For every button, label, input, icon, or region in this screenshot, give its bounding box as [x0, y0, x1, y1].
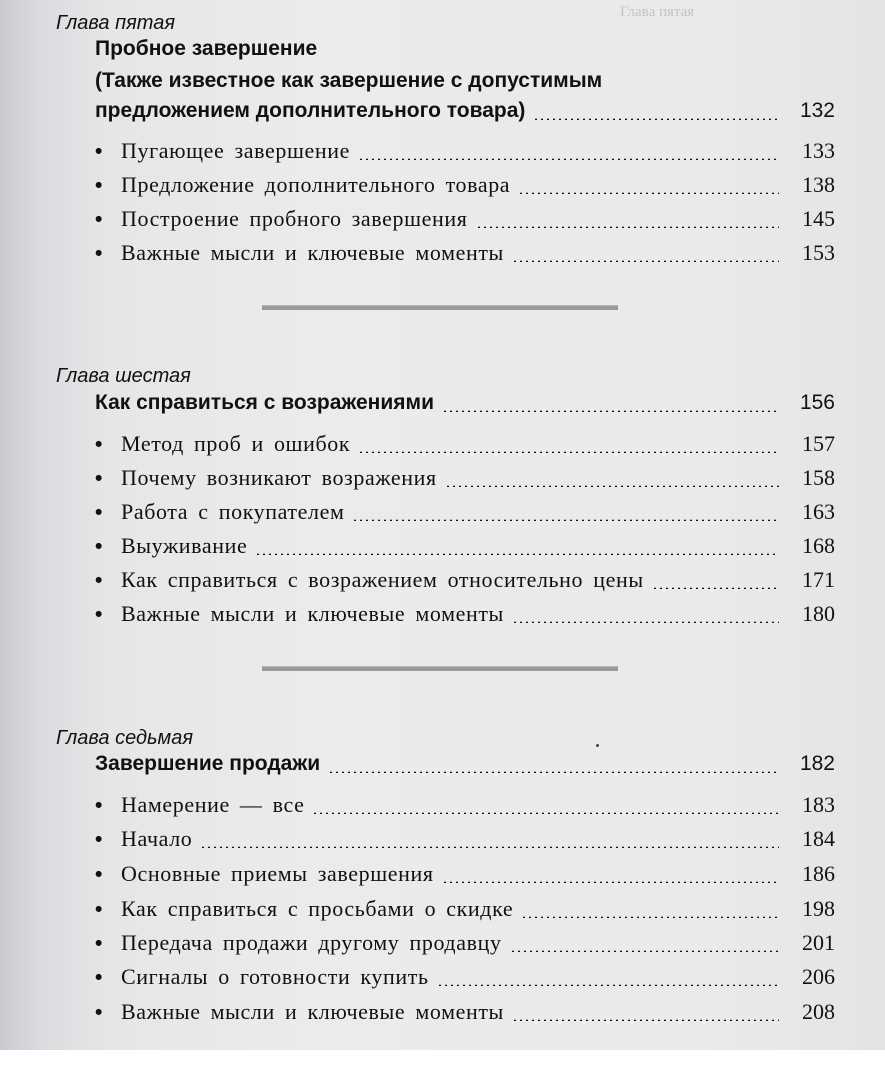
entry-title: Важные мысли и ключевые моменты	[121, 601, 504, 626]
entry-page: 171	[802, 567, 835, 592]
dot-leader	[533, 118, 779, 120]
entry-page: 168	[802, 533, 835, 558]
toc-row	[95, 995, 835, 1029]
entry-page: 201	[802, 930, 835, 955]
dot-leader	[512, 1019, 779, 1021]
section-divider	[262, 666, 618, 671]
toc-row	[95, 563, 835, 597]
bullet-icon: •	[95, 828, 103, 851]
dot-leader	[437, 984, 779, 986]
dot-leader	[442, 410, 779, 412]
entry-title: Намерение — все	[121, 792, 305, 817]
entry-title: Сигналы о готовности купить	[121, 964, 429, 989]
chapter-5-page: 132	[799, 99, 835, 122]
toc-row	[95, 892, 835, 926]
bullet-icon: •	[95, 898, 103, 921]
chapter-5-title: Пробное завершение	[95, 37, 318, 60]
entry-page: 163	[802, 499, 835, 524]
scan-margin	[0, 1050, 885, 1065]
dot-leader	[512, 260, 779, 262]
bullet-icon: •	[95, 603, 103, 626]
entry-title: Важные мысли и ключевые моменты	[121, 999, 504, 1024]
dot-leader	[255, 553, 779, 555]
toc-row	[95, 747, 835, 781]
entry-title: Важные мысли и ключевые моменты	[121, 240, 504, 265]
bullet-icon: •	[95, 174, 103, 197]
bullet-icon: •	[95, 863, 103, 886]
entry-title: Как справиться с просьбами о скидке	[121, 896, 514, 921]
toc-row	[95, 461, 835, 495]
entry-page: 138	[802, 172, 835, 197]
bullet-icon: •	[95, 932, 103, 955]
entry-page: 145	[802, 206, 835, 231]
chapter-6-title: Как справиться с возражениями	[95, 391, 434, 414]
entry-page: 183	[802, 792, 835, 817]
bullet-icon: •	[95, 1001, 103, 1024]
entry-title: Основные приемы завершения	[121, 861, 434, 886]
bullet-icon: •	[95, 794, 103, 817]
toc-row	[95, 857, 835, 891]
chapter-6-label: Глава шестая	[56, 365, 191, 387]
dot-leader	[445, 485, 779, 487]
toc-row	[95, 134, 835, 168]
toc-row	[95, 495, 835, 529]
toc-row	[95, 788, 835, 822]
toc-row	[95, 529, 835, 563]
entry-title: Выуживание	[121, 533, 248, 558]
toc-row	[95, 960, 835, 994]
entry-title: Пугающее завершение	[121, 138, 350, 163]
toc-row	[95, 94, 835, 128]
entry-title: Метод проб и ошибок	[121, 431, 351, 456]
toc-row	[95, 386, 835, 420]
chapter-7-title: Завершение продажи	[95, 752, 321, 775]
bleed-through-header: Глава пятая	[620, 4, 695, 20]
dot-leader	[512, 621, 779, 623]
chapter-5-subtitle-line-1: (Также известное как завершение с допустимым	[95, 69, 603, 92]
dot-leader	[312, 812, 779, 814]
chapter-7-page: 182	[799, 752, 835, 775]
dot-leader	[358, 158, 779, 160]
chapter-7-label: Глава седьмая	[56, 727, 194, 749]
entry-title: Работа с покупателем	[121, 499, 345, 524]
bullet-icon: •	[95, 966, 103, 989]
entry-title: Начало	[121, 826, 193, 851]
entry-page: 133	[802, 138, 835, 163]
entry-page: 153	[802, 240, 835, 265]
chapter-5-subtitle-line-2: предложением дополнительного товара)	[95, 99, 526, 122]
bullet-icon: •	[95, 242, 103, 265]
dot-leader	[652, 587, 779, 589]
bullet-icon: •	[95, 433, 103, 456]
entry-page: 180	[802, 601, 835, 626]
dot-leader	[476, 226, 780, 228]
dot-leader	[358, 451, 779, 453]
bullet-icon: •	[95, 140, 103, 163]
dot-leader	[328, 771, 779, 773]
toc-row	[95, 597, 835, 631]
bullet-icon: •	[95, 535, 103, 558]
entry-page: 157	[802, 431, 835, 456]
dot-leader	[521, 916, 779, 918]
entry-title: Как справиться с возражением относительно цены	[121, 567, 644, 592]
entry-title: Построение пробного завершения	[121, 206, 468, 231]
toc-row	[95, 926, 835, 960]
dot-leader	[200, 846, 779, 848]
toc-row	[95, 427, 835, 461]
entry-title: Передача продажи другому продавцу	[121, 930, 502, 955]
entry-page: 198	[802, 896, 835, 921]
toc-row	[95, 168, 835, 202]
chapter-5-label: Глава пятая	[56, 12, 176, 34]
dot-leader	[442, 881, 779, 883]
dot-leader	[510, 950, 779, 952]
chapter-6-page: 156	[799, 391, 835, 414]
bullet-icon: •	[95, 208, 103, 231]
entry-page: 158	[802, 465, 835, 490]
section-divider	[262, 305, 618, 310]
bullet-icon: •	[95, 467, 103, 490]
entry-title: Почему возникают возражения	[121, 465, 437, 490]
entry-page: 186	[802, 861, 835, 886]
toc-row	[95, 236, 835, 270]
dot-leader	[352, 519, 779, 521]
entry-title: Предложение дополнительного товара	[121, 172, 511, 197]
entry-page: 208	[802, 999, 835, 1024]
bullet-icon: •	[95, 501, 103, 524]
dot-leader	[518, 192, 779, 194]
entry-page: 184	[802, 826, 835, 851]
bullet-icon: •	[95, 569, 103, 592]
toc-row	[95, 822, 835, 856]
toc-row	[95, 202, 835, 236]
entry-page: 206	[802, 964, 835, 989]
